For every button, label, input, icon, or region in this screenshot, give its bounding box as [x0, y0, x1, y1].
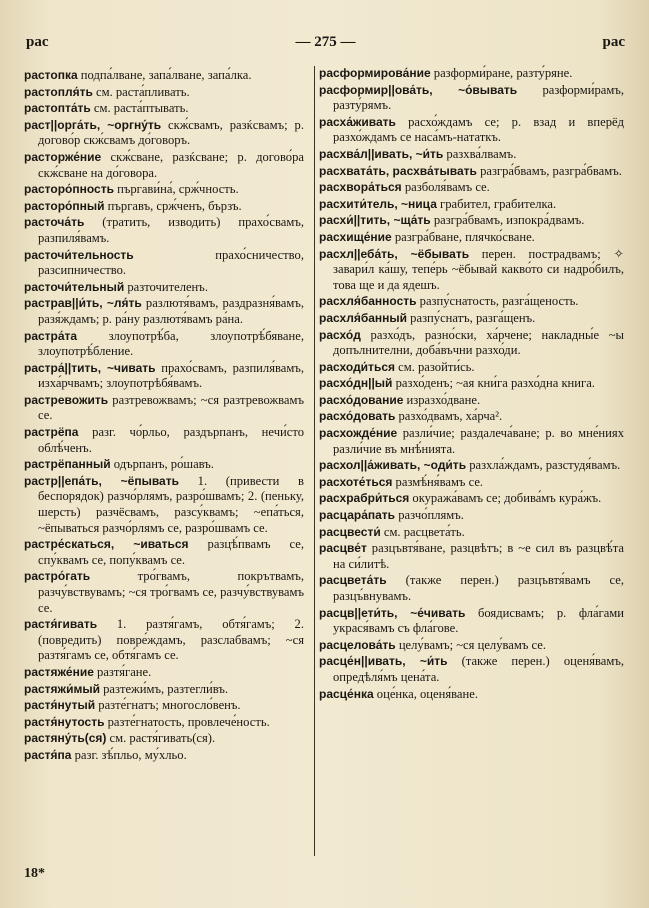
entry-headword: растя́гивать — [24, 617, 98, 632]
dictionary-entry — [319, 230, 624, 246]
entry-headword: расторо́пный — [24, 198, 105, 213]
dictionary-entry — [319, 573, 624, 604]
entry-headword: расхо́д — [319, 327, 361, 342]
dictionary-entry — [319, 525, 624, 541]
entry-headword: растопка — [24, 68, 78, 82]
entry-definition: пъргави́на́, срж́чность. — [113, 182, 239, 197]
entry-headword: расточи́тельность — [24, 247, 134, 262]
entry-headword: расха́живать — [319, 114, 396, 129]
entry-headword: растя́нутость — [24, 714, 105, 729]
entry-headword: расточа́ть — [24, 215, 85, 230]
entry-definition: перен. пострадвамъ; ✧ завари́л ка́шу, тепе́рь ~ёбывай какво́то си надро́билъ, това ще и да ядешъ. — [333, 246, 625, 292]
dictionary-entry — [24, 393, 304, 424]
entry-headword: расцелова́ть — [319, 637, 396, 652]
dictionary-entry — [24, 182, 304, 198]
entry-definition: разточителенъ. — [124, 279, 208, 294]
dictionary-entry — [24, 457, 304, 473]
dictionary-entry — [24, 248, 304, 279]
entry-definition: разгра́бване, плячко́сване. — [391, 229, 535, 244]
entry-headword: растра́||тить, ~чивать — [24, 360, 156, 375]
entry-headword: растопля́ть — [24, 84, 93, 99]
entry-definition: разлютя́вамъ, раздразня́вамъ, разя́ждамъ; р. ра́ну разлютя́вамъ ра́на. — [38, 296, 304, 326]
entry-definition: разхва́лвамъ. — [443, 146, 517, 161]
entry-definition: прахо́свамъ, разпиля́вамъ, изха́рчвамъ; злоупотрѣбя́вамъ. — [38, 360, 304, 391]
entry-headword: расце́нка — [319, 686, 374, 701]
dictionary-entry — [24, 199, 304, 215]
dictionary-entry — [24, 296, 304, 327]
dictionary-entry — [24, 569, 304, 616]
entry-definition: разтежи́мъ, разтегли́въ. — [99, 681, 229, 696]
entry-definition: разцѣ́пвамъ се, спу́квамъ се, попу́квамъ се. — [38, 537, 305, 567]
entry-definition: изразхо́дване. — [403, 392, 481, 407]
entry-headword: расцара́пать — [319, 508, 396, 523]
entry-headword: расхвата́ть, расхва́тывать — [319, 163, 477, 178]
entry-headword: расцве́т — [319, 541, 367, 556]
entry-headword: расхити́тель, ~ница — [319, 196, 437, 211]
entry-definition: разтя́гане. — [93, 664, 152, 679]
entry-definition: см. расцвета́ть. — [380, 524, 465, 539]
dictionary-entry — [319, 213, 624, 229]
entry-definition: разли́чие; раздалеча́ване; р. во мне́ниях разли́чие въ мнѣ́нията. — [333, 426, 624, 456]
dictionary-entry — [319, 393, 624, 409]
entry-definition: (тратить, изводить) прахо́свамъ, разпиля́вамъ. — [38, 215, 304, 245]
entry-headword: расхоте́ться — [319, 474, 393, 489]
entry-headword: расформирова́ние — [319, 66, 431, 80]
entry-definition: разхо́денъ; ~ая кни́га разхо́дна книга. — [392, 376, 595, 391]
entry-definition: грабител, грабителка. — [436, 196, 557, 211]
entry-definition: разте́гнатъ; многосло́венъ. — [95, 698, 241, 713]
entry-headword: растр||епа́ть, ~ёпывать — [24, 473, 179, 488]
dictionary-entry — [319, 638, 624, 654]
entry-headword: расхо́довать — [319, 409, 396, 424]
entry-headword: расхол||а́живать, ~оди́ть — [319, 458, 467, 473]
dictionary-entry — [24, 537, 304, 568]
entry-headword: расхля́банность — [319, 294, 417, 309]
entry-definition: тро́гвамъ, покрътвамъ, разчу́вствувамъ; ~ся тро́гвамъ се, разчу́вствувамъ се. — [38, 569, 304, 615]
page-header — [26, 34, 625, 54]
entry-definition: разгра́бвамъ, изпокра́двамъ. — [430, 213, 585, 228]
dictionary-entry — [319, 687, 624, 703]
entry-definition: разцъвтя́ване, разцвѣтъ; в ~е сил въ разцвѣ́та на си́литѣ. — [333, 541, 624, 571]
entry-headword: растрёпа — [24, 425, 79, 440]
entry-headword: растяжи́мый — [24, 681, 100, 696]
dictionary-entry — [319, 376, 624, 392]
dictionary-entry — [319, 247, 624, 294]
entry-headword: раст||орга́ть, ~оргну́ть — [24, 117, 162, 132]
entry-definition: (также перен.) оценя́вамъ, опредѣля́мъ цена́та. — [333, 654, 624, 684]
entry-definition: подпа́лване, запа́лване, запа́лка. — [77, 68, 252, 82]
entry-definition: размѣ́ня́вамъ се. — [392, 474, 484, 489]
left-column — [24, 68, 304, 765]
entry-definition: разболя́вамъ се. — [401, 180, 490, 195]
entry-definition: см. раста́птывать. — [90, 101, 189, 116]
dictionary-entry — [319, 541, 624, 572]
entry-definition: разхо́двамъ, ха́рча². — [395, 409, 503, 424]
entry-definition: разтревожвамъ; ~ся разтревожвамъ се. — [38, 392, 304, 423]
entry-headword: расхи́||тить, ~ща́ть — [319, 213, 431, 228]
entry-definition: разте́гнатость, провлече́ность. — [104, 714, 270, 729]
entry-definition: разпу́снатость, разга́щеность. — [416, 294, 579, 309]
dictionary-entry — [319, 606, 624, 637]
entry-definition: разгра́бвамъ, разгра́бвамъ. — [476, 163, 622, 178]
dictionary-entry — [319, 197, 624, 213]
printer-signature: 18* — [24, 866, 45, 881]
entry-definition: разг. зѣ́пльо, му́хльо. — [71, 747, 187, 762]
entry-definition: скж́свамъ, разќсвамъ; р. догово́р скж́свамъ до́говоръ. — [38, 117, 304, 148]
dictionary-entry — [24, 215, 304, 246]
entry-definition: разформи́ране, разту́ряне. — [430, 66, 573, 80]
dictionary-entry — [319, 654, 624, 685]
entry-definition: злоупотрѣ́ба, злоупотрѣ́бяване, злоупотрѣ́бление. — [38, 328, 304, 359]
entry-headword: расторже́ние — [24, 149, 102, 164]
dictionary-entry — [319, 475, 624, 491]
dictionary-entry — [24, 665, 304, 681]
dictionary-entry — [24, 68, 304, 84]
entry-definition: разхла́ждамъ, разстудя́вамъ. — [466, 458, 621, 473]
right-column — [314, 66, 624, 856]
entry-headword: расхище́ние — [319, 229, 392, 244]
entry-headword: растревожить — [24, 392, 109, 407]
dictionary-entry — [319, 180, 624, 196]
entry-headword: растрав||и́ть, ~ля́ть — [24, 296, 142, 311]
entry-headword: расхля́банный — [319, 310, 408, 325]
entry-definition: целу́вамъ; ~ся целу́вамъ се. — [395, 637, 546, 652]
entry-definition: оце́нка, оценя́ване. — [373, 686, 478, 701]
entry-definition: одърпанъ, ро́шавъ. — [110, 457, 214, 472]
dictionary-entry — [319, 409, 624, 425]
entry-headword: расхва́л||ивать, ~и́ть — [319, 146, 444, 161]
dictionary-entry — [24, 280, 304, 296]
dictionary-entry — [319, 360, 624, 376]
entry-headword: расце́н||ивать, ~и́ть — [319, 654, 448, 669]
dictionary-entry — [319, 83, 624, 114]
dictionary-entry — [319, 311, 624, 327]
dictionary-entry — [24, 361, 304, 392]
entry-headword: расходи́ться — [319, 359, 395, 374]
dictionary-entry — [24, 617, 304, 664]
entry-headword: растре́скаться, ~иваться — [24, 537, 189, 552]
header-guide-word-left: рас — [26, 34, 49, 50]
entry-headword: растрёпанный — [24, 457, 111, 472]
entry-headword: растя́нутый — [24, 698, 96, 713]
entry-headword: растро́гать — [24, 569, 91, 584]
dictionary-entry — [24, 474, 304, 536]
entry-definition: разчо́плямъ. — [395, 508, 464, 523]
entry-headword: расхожде́ние — [319, 426, 398, 441]
entry-definition: пъргавъ, срж́ченъ, бързъ. — [104, 198, 242, 213]
dictionary-entry — [319, 115, 624, 146]
entry-definition: разг. чо́рльо, раздърпанъ, нечи́сто облѣ́ченъ. — [38, 425, 304, 455]
entry-headword: расхл||еба́ть, ~ёбывать — [319, 246, 470, 261]
dictionary-entry — [319, 147, 624, 163]
dictionary-entry — [24, 682, 304, 698]
entry-definition: расхо́ждамъ се; р. взад и вперёд разхо́ждамъ се наса́мъ-нататкъ. — [333, 114, 624, 145]
dictionary-entry — [24, 748, 304, 764]
dictionary-entry — [24, 118, 304, 149]
dictionary-entry — [319, 66, 624, 82]
dictionary-entry — [319, 508, 624, 524]
entry-headword: растопта́ть — [24, 101, 91, 116]
entry-definition: разхо́дъ, разно́ски, ха́рчене; накладны́е ~ы допълнителни, доба́въчни разхо́ди. — [333, 327, 624, 358]
entry-headword: расхрабри́ться — [319, 491, 410, 506]
page-number: — 275 — — [295, 34, 356, 50]
header-guide-word-right: рас — [602, 34, 625, 50]
entry-definition: боядисвамъ; р. фла́гами украся́вамъ съ фла́гове. — [333, 605, 624, 636]
dictionary-entry — [24, 731, 304, 747]
entry-headword: расформир||ова́ть, ~о́вывать — [319, 82, 518, 97]
entry-headword: расцвести́ — [319, 524, 381, 539]
dictionary-entry — [319, 458, 624, 474]
entry-headword: расхо́дн||ый — [319, 376, 393, 391]
entry-definition: 1. разтя́гамъ, обтя́гамъ; 2. (повредить) повре́ждамъ, разслабвамъ; ~ся разтя́гамъ се, обтя́гамъ се. — [38, 617, 304, 663]
dictionary-entry — [24, 150, 304, 181]
dictionary-entry — [24, 698, 304, 714]
entry-headword: растра́та — [24, 328, 78, 343]
dictionary-entry — [24, 85, 304, 101]
dictionary-entry — [24, 715, 304, 731]
dictionary-entry — [319, 426, 624, 457]
dictionary-entry — [24, 329, 304, 360]
entry-headword: растяже́ние — [24, 664, 94, 679]
entry-headword: расточи́тельный — [24, 279, 125, 294]
entry-headword: растя́па — [24, 747, 72, 762]
entry-definition: разпу́снатъ, разга́щенъ. — [407, 310, 536, 325]
entry-definition: (также перен.) разцъвтя́вамъ се, разцъ́внувамъ. — [333, 573, 624, 603]
dictionary-entry — [24, 101, 304, 117]
entry-headword: расцв||ети́ть, ~е́чивать — [319, 605, 466, 620]
entry-definition: см. раста́пливать. — [92, 84, 190, 99]
entry-headword: расцвета́ть — [319, 573, 387, 588]
entry-definition: см. растя́гивать(ся). — [106, 731, 216, 746]
entry-definition: 1. (привести в беспорядок) разчо́рлямъ, разро́швамъ; 2. (пеньку, шерсть) разчёсвамъ, разсу́квамъ; ~епа́ться, ~ёпываться разчо́рлямъ се, разро́швамъ се. — [38, 473, 304, 535]
dictionary-entry — [319, 164, 624, 180]
dictionary-entry — [319, 491, 624, 507]
entry-headword: расторо́пность — [24, 182, 114, 197]
entry-definition: окуража́вамъ се; добива́мъ кура́жъ. — [409, 491, 602, 506]
entry-definition: скж́сване, разќсване; р. догово́ра скж́сване на до́говора. — [38, 149, 304, 180]
entry-definition: прахо́сничество, разсипничество. — [38, 247, 304, 278]
entry-headword: растяну́ть(ся) — [24, 731, 107, 746]
entry-headword: расхвора́ться — [319, 180, 402, 195]
entry-definition: см. разойти́сь. — [395, 359, 475, 374]
entry-definition: разформи́рамъ, разту́рямъ. — [333, 82, 625, 113]
entry-headword: расхо́дование — [319, 392, 404, 407]
dictionary-entry — [24, 425, 304, 456]
dictionary-entry — [319, 328, 624, 359]
dictionary-entry — [319, 294, 624, 310]
